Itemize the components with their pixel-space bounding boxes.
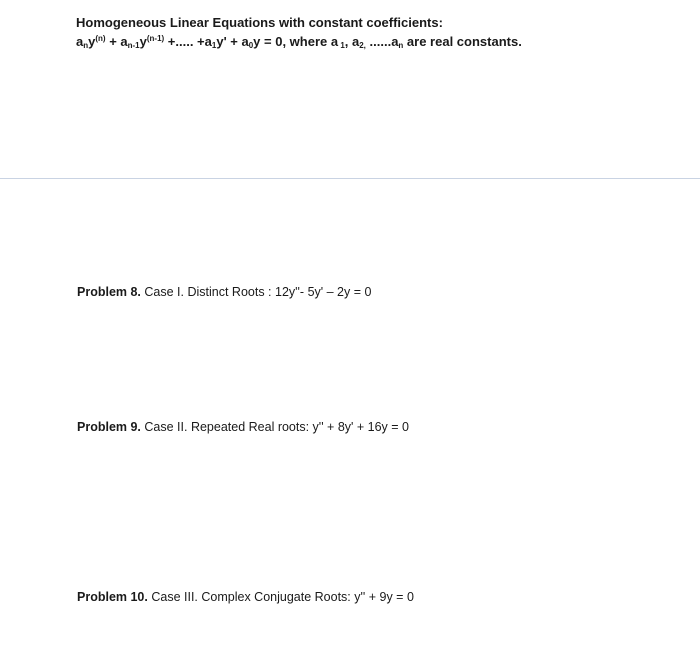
section-divider (0, 178, 700, 179)
problem-9 (77, 419, 409, 435)
eq-part: y (88, 34, 96, 49)
problem-label: Problem 8. (77, 285, 141, 299)
section-title: Homogeneous Linear Equations with constant coefficients: (76, 15, 443, 30)
eq-subscript: 2, (359, 41, 366, 50)
eq-subscript: n (83, 41, 89, 50)
eq-part: y' + a (216, 34, 249, 49)
eq-subscript: n-1 (127, 41, 140, 50)
eq-superscript: (n) (95, 34, 106, 43)
eq-part: + a (105, 34, 128, 49)
document-header (76, 14, 676, 51)
eq-part: +..... +a (164, 34, 212, 49)
eq-part: y (139, 34, 147, 49)
eq-subscript: 1 (338, 41, 345, 50)
eq-subscript: 0 (248, 41, 254, 50)
eq-superscript: (n-1) (146, 34, 165, 43)
eq-subscript: n (398, 41, 404, 50)
eq-subscript: 1 (211, 41, 217, 50)
eq-part: ......a (365, 34, 399, 49)
eq-part: a (76, 34, 84, 49)
problem-8 (77, 284, 371, 300)
eq-part: y = 0, where a (253, 34, 339, 49)
problem-10 (77, 589, 414, 605)
problem-label: Problem 10. (77, 590, 148, 604)
problem-label: Problem 9. (77, 420, 141, 434)
problem-text: Case III. Complex Conjugate Roots: y'' + 9y = 0 (151, 590, 414, 604)
eq-part: are real constants. (403, 34, 522, 49)
eq-part: , a (344, 34, 360, 49)
general-equation (76, 33, 676, 51)
problem-text: Case I. Distinct Roots : 12y''- 5y' – 2y = 0 (144, 285, 372, 299)
problem-text: Case II. Repeated Real roots: y'' + 8y' + 16y = 0 (144, 420, 410, 434)
